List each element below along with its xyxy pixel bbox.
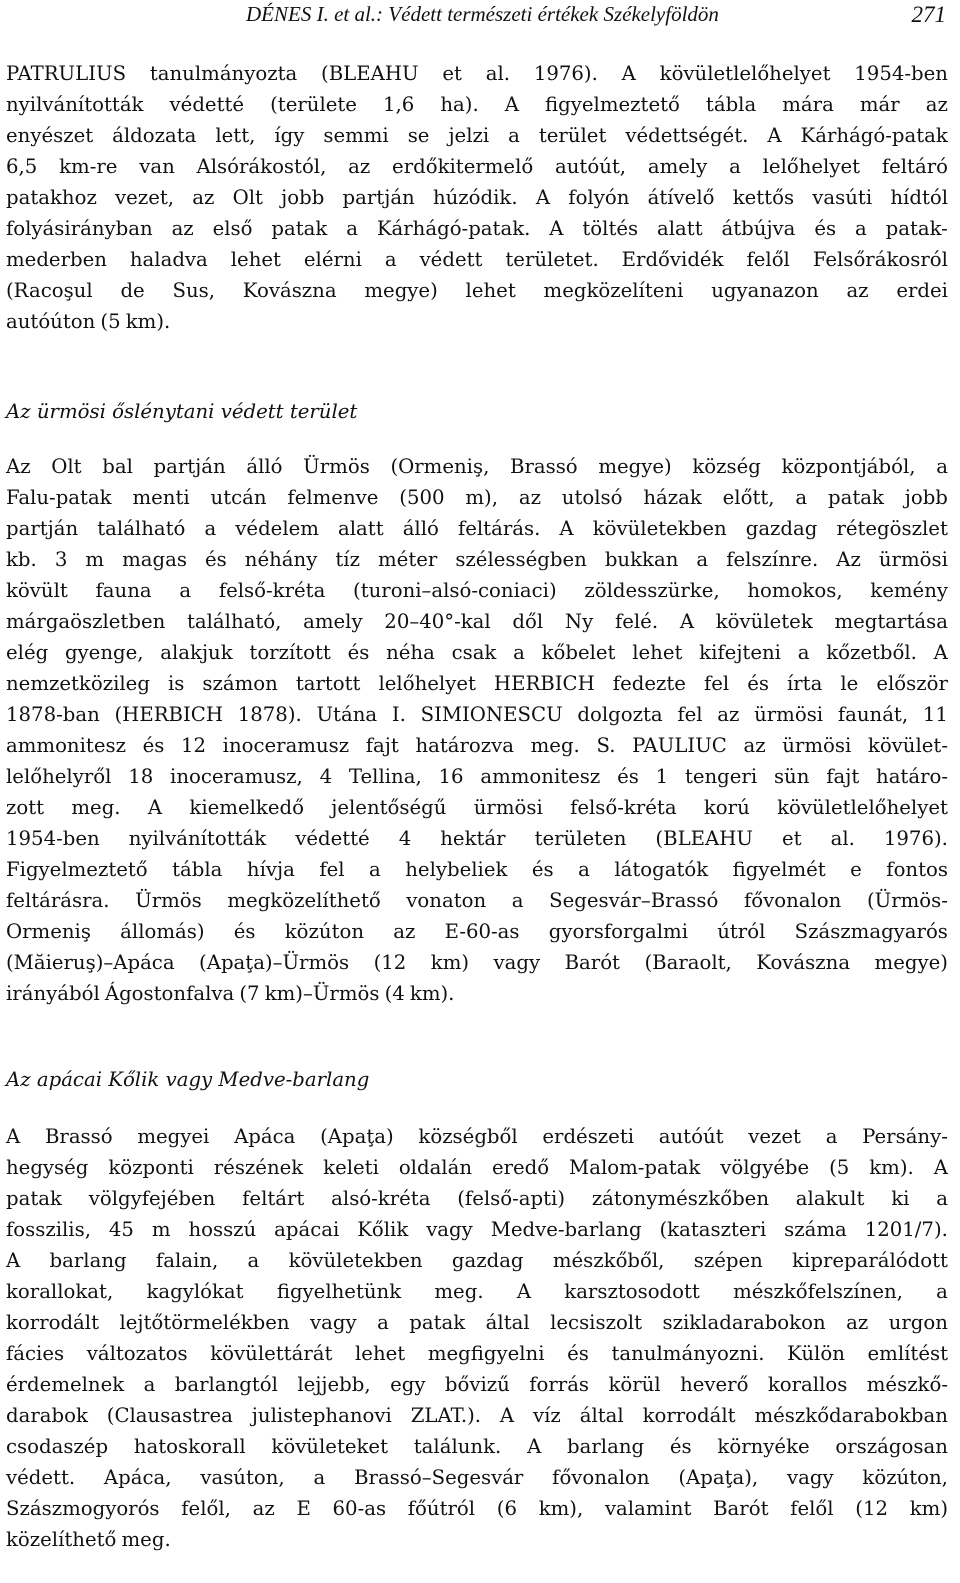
running-title: DÉNES I. et al.: Védett természeti értékek Székelyföldön [246,2,719,26]
text-line: Ormeniş állomás) és közúton az E-60-as gyorsforgalmi útról Szászmagyarós [6,920,948,943]
text-line: (Racoşul de Sus, Kovászna megye) lehet megközelíteni ugyanazon az erdei [6,279,948,302]
text-line: 1954-ben nyilvánították védetté 4 hektár területen (BLEAHU et al. 1976). [6,827,948,850]
text-line: folyásirányban az első patak a Kárhágó-patak. A töltés alatt átbújva és a patak- [6,217,948,240]
text-line: irányából Ágostonfalva (7 km)–Ürmös (4 km). [6,982,455,1005]
text-line: nyilvánították védetté (területe 1,6 ha). A figyelmeztető tábla mára már az [6,93,948,116]
text-line: A barlang falain, a kövületekben gazdag mészkőből, szépen kipreparálódott [6,1249,948,1272]
text-line: feltárásra. Ürmös megközelíthető vonaton a Segesvár–Brassó fővonalon (Ürmös- [6,889,948,912]
text-line: Falu-patak menti utcán felmenve (500 m), az utolsó házak előtt, a patak jobb [6,486,948,509]
section-heading-urmos: Az ürmösi őslénytani védett terület [6,400,358,423]
text-line: partján található a védelem alatt álló feltárás. A kövületekben gazdag rétegöszlet [6,517,948,540]
text-line: mederben haladva lehet elérni a védett területet. Erdővidék felől Felsőrákosról [6,248,948,271]
text-line: zott meg. A kiemelkedő jelentőségű ürmösi felső-kréta korú kövületlelőhelyet [6,796,948,819]
text-line: védett. Apáca, vasúton, a Brassó–Segesvár fővonalon (Apaţa), vagy közúton, [6,1466,948,1489]
page-number: 271 [911,2,946,27]
text-line: Az Olt bal partján álló Ürmös (Ormeniş, Brassó megye) község központjából, a [6,455,948,478]
section-heading-apaca: Az apácai Kőlik vagy Medve-barlang [6,1068,370,1091]
text-line: márgaöszletben található, amely 20–40°-kal dől Ny felé. A kövületek megtartása [6,610,948,633]
paragraph-urmos [6,451,948,1009]
text-line: PATRULIUS tanulmányozta (BLEAHU et al. 1976). A kövületlelőhelyet 1954-ben [6,62,948,85]
text-line: nemzetközileg is számon tartott lelőhelyet HERBICH fedezte fel és írta le először [6,672,948,695]
document-page [6,0,948,1583]
text-line: csodaszép hatoskorall kövületeket találunk. A barlang és környéke országosan [6,1435,948,1458]
text-line: kb. 3 m magas és néhány tíz méter szélességben bukkan a felszínre. Az ürmösi [6,548,948,571]
text-line: darabok (Clausastrea julistephanovi ZLAT.). A víz által korrodált mészkődarabokban [6,1404,948,1427]
text-line: 1878-ban (HERBICH 1878). Utána I. SIMIONESCU dolgozta fel az ürmösi faunát, 11 [6,703,948,726]
text-line: elég gyenge, alakjuk torzított és néha csak a kőbelet lehet kifejteni a kőzetből. A [6,641,948,664]
text-line: lelőhelyről 18 inoceramusz, 4 Tellina, 16 ammonitesz és 1 tengeri sün fajt határo- [6,765,948,788]
text-line: Szászmogyorós felől, az E 60-as főútról (6 km), valamint Barót felől (12 km) [6,1497,948,1520]
text-line: patakhoz vezet, az Olt jobb partján húzódik. A folyón átívelő kettős vasúti hídtól [6,186,948,209]
text-line: autóúton (5 km). [6,310,171,333]
text-line: korrodált lejtőtörmelékben vagy a patak által lecsiszolt szikladarabokon az urgon [6,1311,948,1334]
text-line: közelíthető meg. [6,1528,171,1551]
text-line: korallokat, kagylókat figyelhetünk meg. A karsztosodott mészkőfelszínen, a [6,1280,948,1303]
paragraph-intro [6,58,948,337]
text-line: (Măieruş)–Apáca (Apaţa)–Ürmös (12 km) vagy Barót (Baraolt, Kovászna megye) [6,951,948,974]
paragraph-apaca [6,1121,948,1555]
text-line: érdemelnek a barlangtól lejjebb, egy bővizű forrás körül heverő korallos mészkő- [6,1373,948,1396]
text-line: 6,5 km-re van Alsórákostól, az erdőkitermelő autóút, amely a lelőhelyet feltáró [6,155,948,178]
text-line: Figyelmeztető tábla hívja fel a helybeliek és a látogatók figyelmét e fontos [6,858,948,881]
text-line: ammonitesz és 12 inoceramusz fajt határozva meg. S. PAULIUC az ürmösi kövület- [6,734,948,757]
text-line: fácies változatos kövülettárát lehet megfigyelni és tanulmányozni. Külön említést [6,1342,948,1365]
text-line: fosszilis, 45 m hosszú apácai Kőlik vagy Medve-barlang (kataszteri száma 1201/7). [6,1218,948,1241]
text-line: hegység központi részének keleti oldalán eredő Malom-patak völgyébe (5 km). A [6,1156,948,1179]
text-line: A Brassó megyei Apáca (Apaţa) községből erdészeti autóút vezet a Persány- [6,1125,948,1148]
text-line: patak völgyfejében feltárt alsó-kréta (felső-apti) zátonymészkőben alakult ki a [6,1187,948,1210]
text-line: kövült fauna a felső-kréta (turoni–alsó-coniaci) zöldesszürke, homokos, kemény [6,579,948,602]
running-head [6,0,948,36]
text-line: enyészet áldozata lett, így semmi se jelzi a terület védettségét. A Kárhágó-patak [6,124,948,147]
